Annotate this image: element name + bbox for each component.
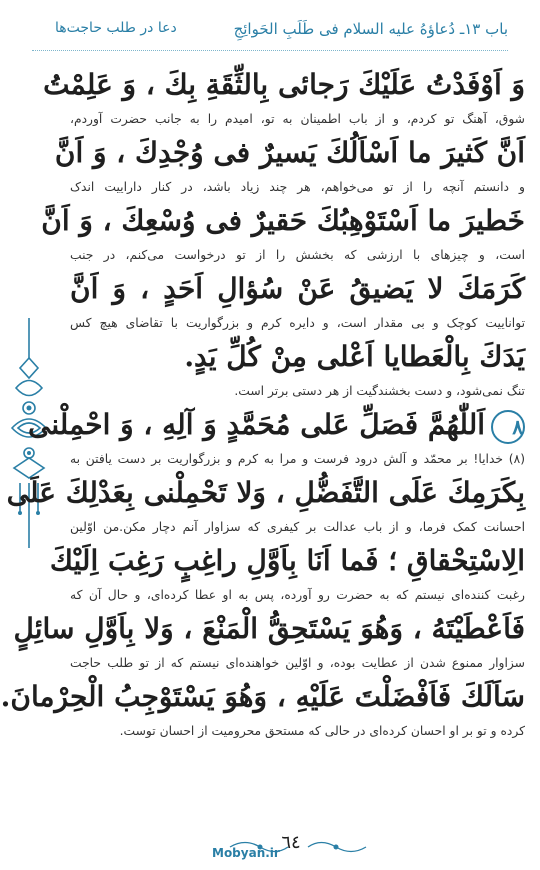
persian-translation-line: [70, 584, 525, 606]
arabic-line: [70, 266, 525, 312]
persian-translation-line: [70, 652, 525, 674]
line-text: سزاوار ممنوع شدن از عطايت بوده، و اوّلین خواهنده‌ای نیستم که از تو طلب حاجت: [70, 656, 525, 670]
line-text: تنگ نمی‌شود، و دست بخشندگیت از هر دستی برتر است.: [234, 384, 525, 398]
page-header: [0, 0, 540, 58]
line-text: يَدَكَ بِالْعَطايا اَعْلى مِنْ كُلِّ يَدٍ.: [184, 340, 525, 373]
line-text: الِاسْتِحْقاقِ ؛ فَما اَنَا بِاَوَّلِ راغِبٍ رَغِبَ اِلَيْكَ: [49, 544, 525, 577]
line-text: خَطيرَ ما اَسْتَوْهِبُكَ حَقيرٌ فى وُسْعِكَ ، وَ اَنَّ: [41, 204, 525, 237]
chapter-title: باب ۱۳ـ دُعاؤهُ علیه السلام فى طَلَبِ الحَوائِجِ: [233, 20, 508, 38]
line-text: احسانت کمک فرما، و از باب عدالت بر کیفری که سزاوار آنم دچار مکن.من اوّلین: [70, 520, 525, 534]
arabic-line: [70, 334, 525, 380]
persian-translation-line: [70, 448, 525, 470]
section-title: دعا در طلب حاجت‌ها: [55, 20, 177, 36]
line-text: كَرَمَكَ لا يَضيقُ عَنْ سُؤالِ اَحَدٍ ، وَ اَنَّ: [70, 272, 525, 305]
line-text: کرده و تو بر او احسان کرده‌ای در حالی که مستحق محرومیت از احسان توست.: [119, 724, 525, 738]
arabic-line: [0, 674, 525, 720]
prayer-text: [0, 62, 525, 742]
line-text: بِكَرَمِكَ عَلَى التَّفَضُّلِ ، وَلا تَحْمِلْنى بِعَدْلِكَ عَلَى: [6, 476, 525, 509]
persian-translation-line: [70, 312, 525, 334]
line-text: شوق، آهنگ تو کردم، و از باب اطمینان به تو، امیدم را به جانب حضرت آوردم،: [70, 112, 525, 126]
persian-translation-line: [70, 380, 525, 402]
arabic-line: [41, 198, 525, 244]
persian-translation-line: [70, 720, 525, 742]
line-text: و دانستم آنچه را از تو می‌خواهم، هر چند زیاد باشد، در کنار دارایيت اندک: [70, 180, 525, 194]
persian-translation-line: [70, 176, 525, 198]
arabic-line: [13, 606, 525, 652]
arabic-line: [54, 130, 525, 176]
persian-translation-line: [70, 244, 525, 266]
line-text: وَ اَوْفَدْتُ عَلَيْكَ رَجائى بِالثِّقَةِ بِكَ ، وَ عَلِمْتُ: [43, 68, 525, 101]
line-text: رغبت کننده‌ای نیستم که به حضرت رو آورده، پس به او عطا کرده‌ای، و حال آن که: [70, 588, 525, 602]
line-text: اَللّٰهُمَّ فَصَلِّ عَلى مُحَمَّدٍ وَ آلِهِ ، وَ احْمِلْنى: [28, 408, 485, 441]
header-divider: [32, 50, 508, 51]
arabic-line: [49, 538, 525, 584]
line-text: فَاَعْطَيْتَهُ ، وَهُوَ يَسْتَحِقُّ الْمَنْعَ ، وَلا بِاَوَّلِ سائِلٍ: [13, 612, 525, 645]
line-text: اَنَّ كَثيرَ ما اَسْاَلُكَ يَسيرٌ فى وُجْدِكَ ، وَ اَنَّ: [54, 136, 525, 169]
line-text: است، و چیزهای با ارزشی که بخشش را از تو درخواست می‌کنم، در جنب: [70, 248, 525, 262]
arabic-line: [43, 62, 525, 108]
footer-ornament-right-icon: [306, 836, 366, 858]
page-number: ٦٤: [281, 832, 301, 853]
page-footer: [0, 830, 540, 870]
persian-translation-line: [70, 516, 525, 538]
section-number-badge: ۸: [491, 410, 525, 444]
line-text: توانایيت کوچک و بی مقدار است، و دایره کرم و بزرگواريت با تقاضای هیچ کس: [70, 316, 525, 330]
line-text: سَاَلَكَ فَاَفْضَلْتَ عَلَيْهِ ، وَهُوَ يَسْتَوْجِبُ الْحِرْمانَ.: [0, 680, 525, 713]
site-watermark: Mobyan.ir: [212, 846, 280, 860]
arabic-line: [6, 470, 525, 516]
line-text: (۸) خدایا! بر محمّد و آلش درود فرست و مرا به کرم و بزرگواريت بر دست یافتن به: [70, 452, 525, 466]
persian-translation-line: [70, 108, 525, 130]
arabic-line: [28, 402, 525, 448]
